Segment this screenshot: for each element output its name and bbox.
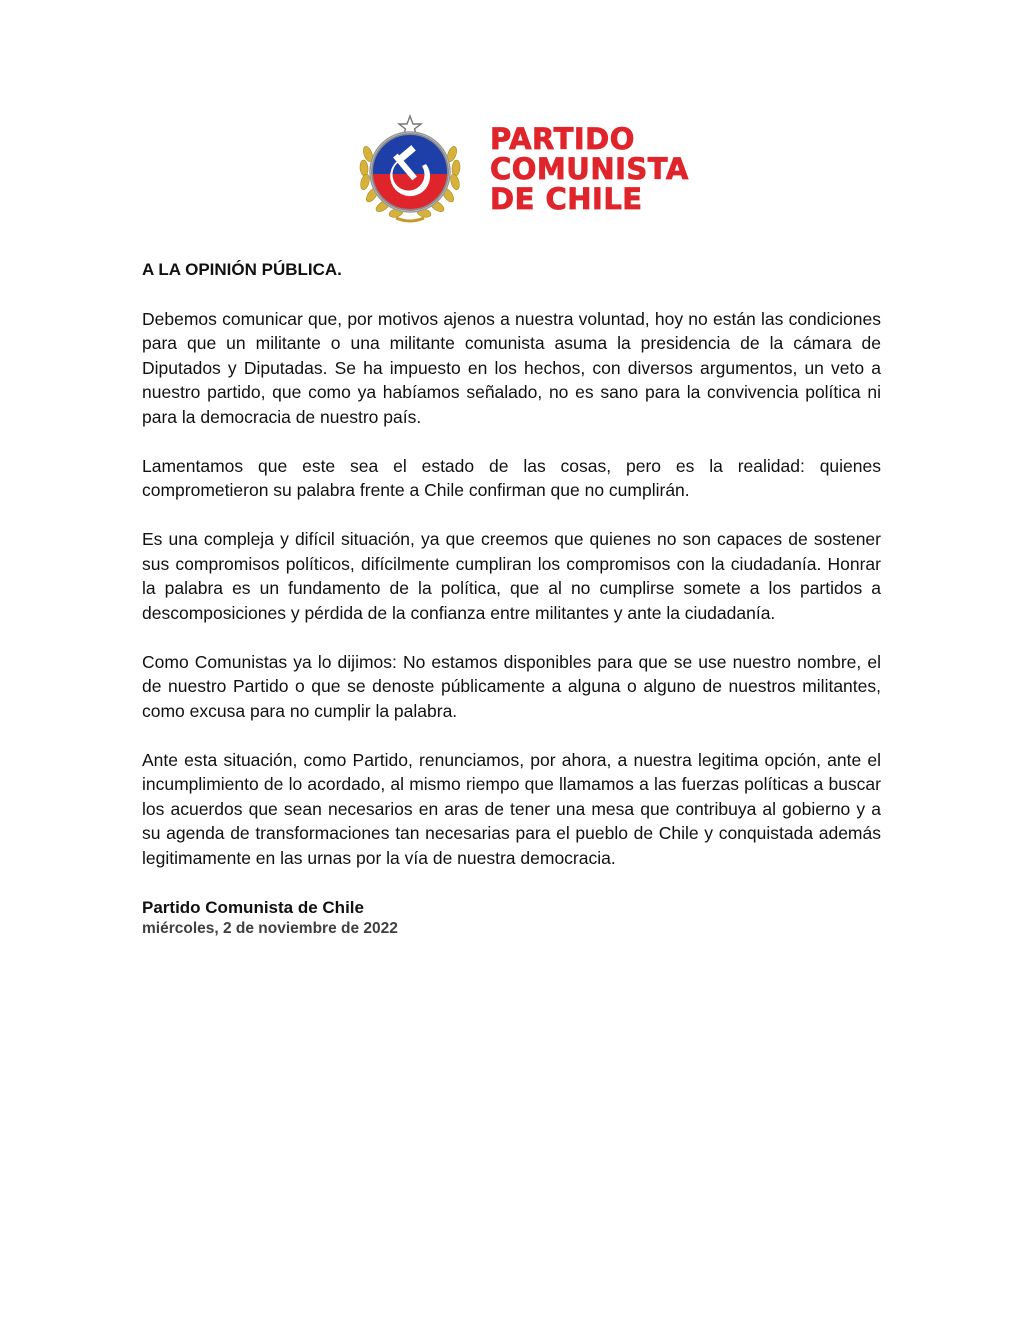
party-emblem-icon (356, 114, 464, 224)
document-heading: A LA OPINIÓN PÚBLICA. (142, 260, 342, 279)
paragraph: Debemos comunicar que, por motivos ajenos a nuestra voluntad, hoy no están las condiciones para que un militante o una militante comunista asuma la presidencia de la cámara de Diputados y Diputadas. Se ha impuesto en los hechos, con diversos argumentos, un veto a nuestro partido, que como ya habíamos señalado, no es sano para la convivencia política ni para la democracia de nuestro país. (142, 308, 881, 427)
paragraph: Como Comunistas ya lo dijimos: No estamos disponibles para que se use nuestro nombre, el de nuestro Partido o que se denoste públicamente a alguna o alguno de nuestros militantes, como excusa para no cumplir la palabra. (142, 651, 881, 721)
signature-name: Partido Comunista de Chile (142, 898, 364, 917)
document-body (142, 258, 881, 895)
letterhead (356, 114, 689, 224)
paragraph: Lamentamos que este sea el estado de las cosas, pero es la realidad: quienes comprometieron su palabra frente a Chile confirman que no cumplirán. (142, 455, 881, 500)
signature-block (142, 897, 742, 939)
paragraph: Es una compleja y difícil situación, ya que creemos que quienes no son capaces de sostener sus compromisos políticos, difícilmente cumpliran los compromisos con la ciudadanía. Honrar la palabra es un fundamento de la política, que al no cumplirse somete a los partidos a descomposiciones y pérdida de la confianza entre militantes y ante la ciudadanía. (142, 529, 881, 623)
wordmark-line-2: COMUNISTA (490, 152, 689, 186)
wordmark-line-3: DE CHILE (490, 182, 643, 216)
document-date: miércoles, 2 de noviembre de 2022 (142, 920, 398, 937)
paragraph: Ante esta situación, como Partido, renunciamos, por ahora, a nuestra legitima opción, ante el incumplimiento de lo acordado, al mismo riempo que llamamos a las fuerzas políticas a buscar los acuerdos que sean necesarios en aras de tener una mesa que contribuya al gobierno y a su agenda de transformaciones tan necesarias para el pueblo de Chile y conquistada además legitimamente en las urnas por la vía de nuestra democracia. (142, 749, 881, 868)
wordmark-line-1: PARTIDO (490, 122, 635, 156)
party-wordmark (490, 122, 689, 216)
